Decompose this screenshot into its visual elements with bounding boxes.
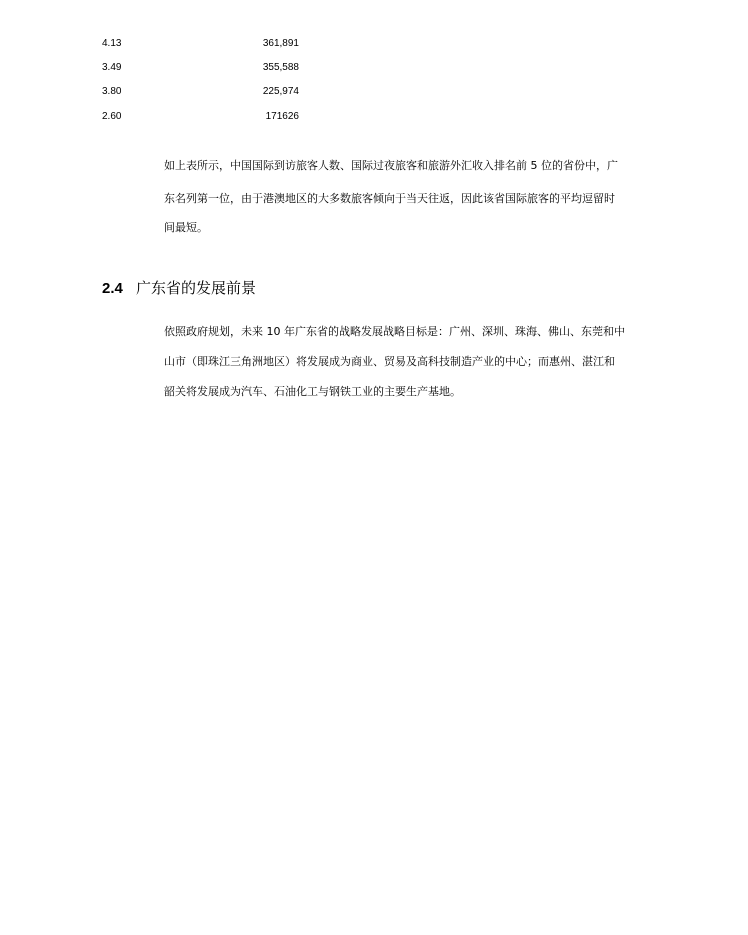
table-cell-value-b: 225,974 [262,86,299,97]
table-row [0,60,748,76]
section-title: 广东省的发展前景 [136,279,257,297]
section-heading [102,277,256,299]
table-row [0,109,748,125]
table-cell-value-a: 3.80 [102,86,122,97]
table-cell-value-a: 2.60 [102,111,122,122]
paragraph-line: 东名列第一位，由于港澳地区的大多数旅客倾向于当天往返，因此该省国际旅客的平均逗留时 [164,192,615,205]
table-cell-value-b: 361,891 [262,38,299,49]
table-cell-value-a: 4.13 [102,38,122,49]
paragraph-line: 依照政府规划，未来 10 年广东省的战略发展战略目标是：广州、深圳、珠海、佛山、东莞和中 [164,325,625,338]
section-number: 2.4 [102,280,123,297]
paragraph-line: 韶关将发展成为汽车、石油化工与钢铁工业的主要生产基地。 [164,385,461,398]
table-cell-value-b: 171626 [265,111,299,122]
table-cell-value-b: 355,588 [262,62,299,73]
paragraph-line: 间最短。 [164,221,208,234]
table-row [0,36,748,52]
table-cell-value-a: 3.49 [102,62,122,73]
paragraph-line: 如上表所示，中国国际到访旅客人数、国际过夜旅客和旅游外汇收入排名前 5 位的省份中，广 [164,159,618,172]
table-row [0,84,748,100]
paragraph-line: 山市（即珠江三角洲地区）将发展成为商业、贸易及高科技制造产业的中心；而惠州、湛江和 [164,355,615,368]
